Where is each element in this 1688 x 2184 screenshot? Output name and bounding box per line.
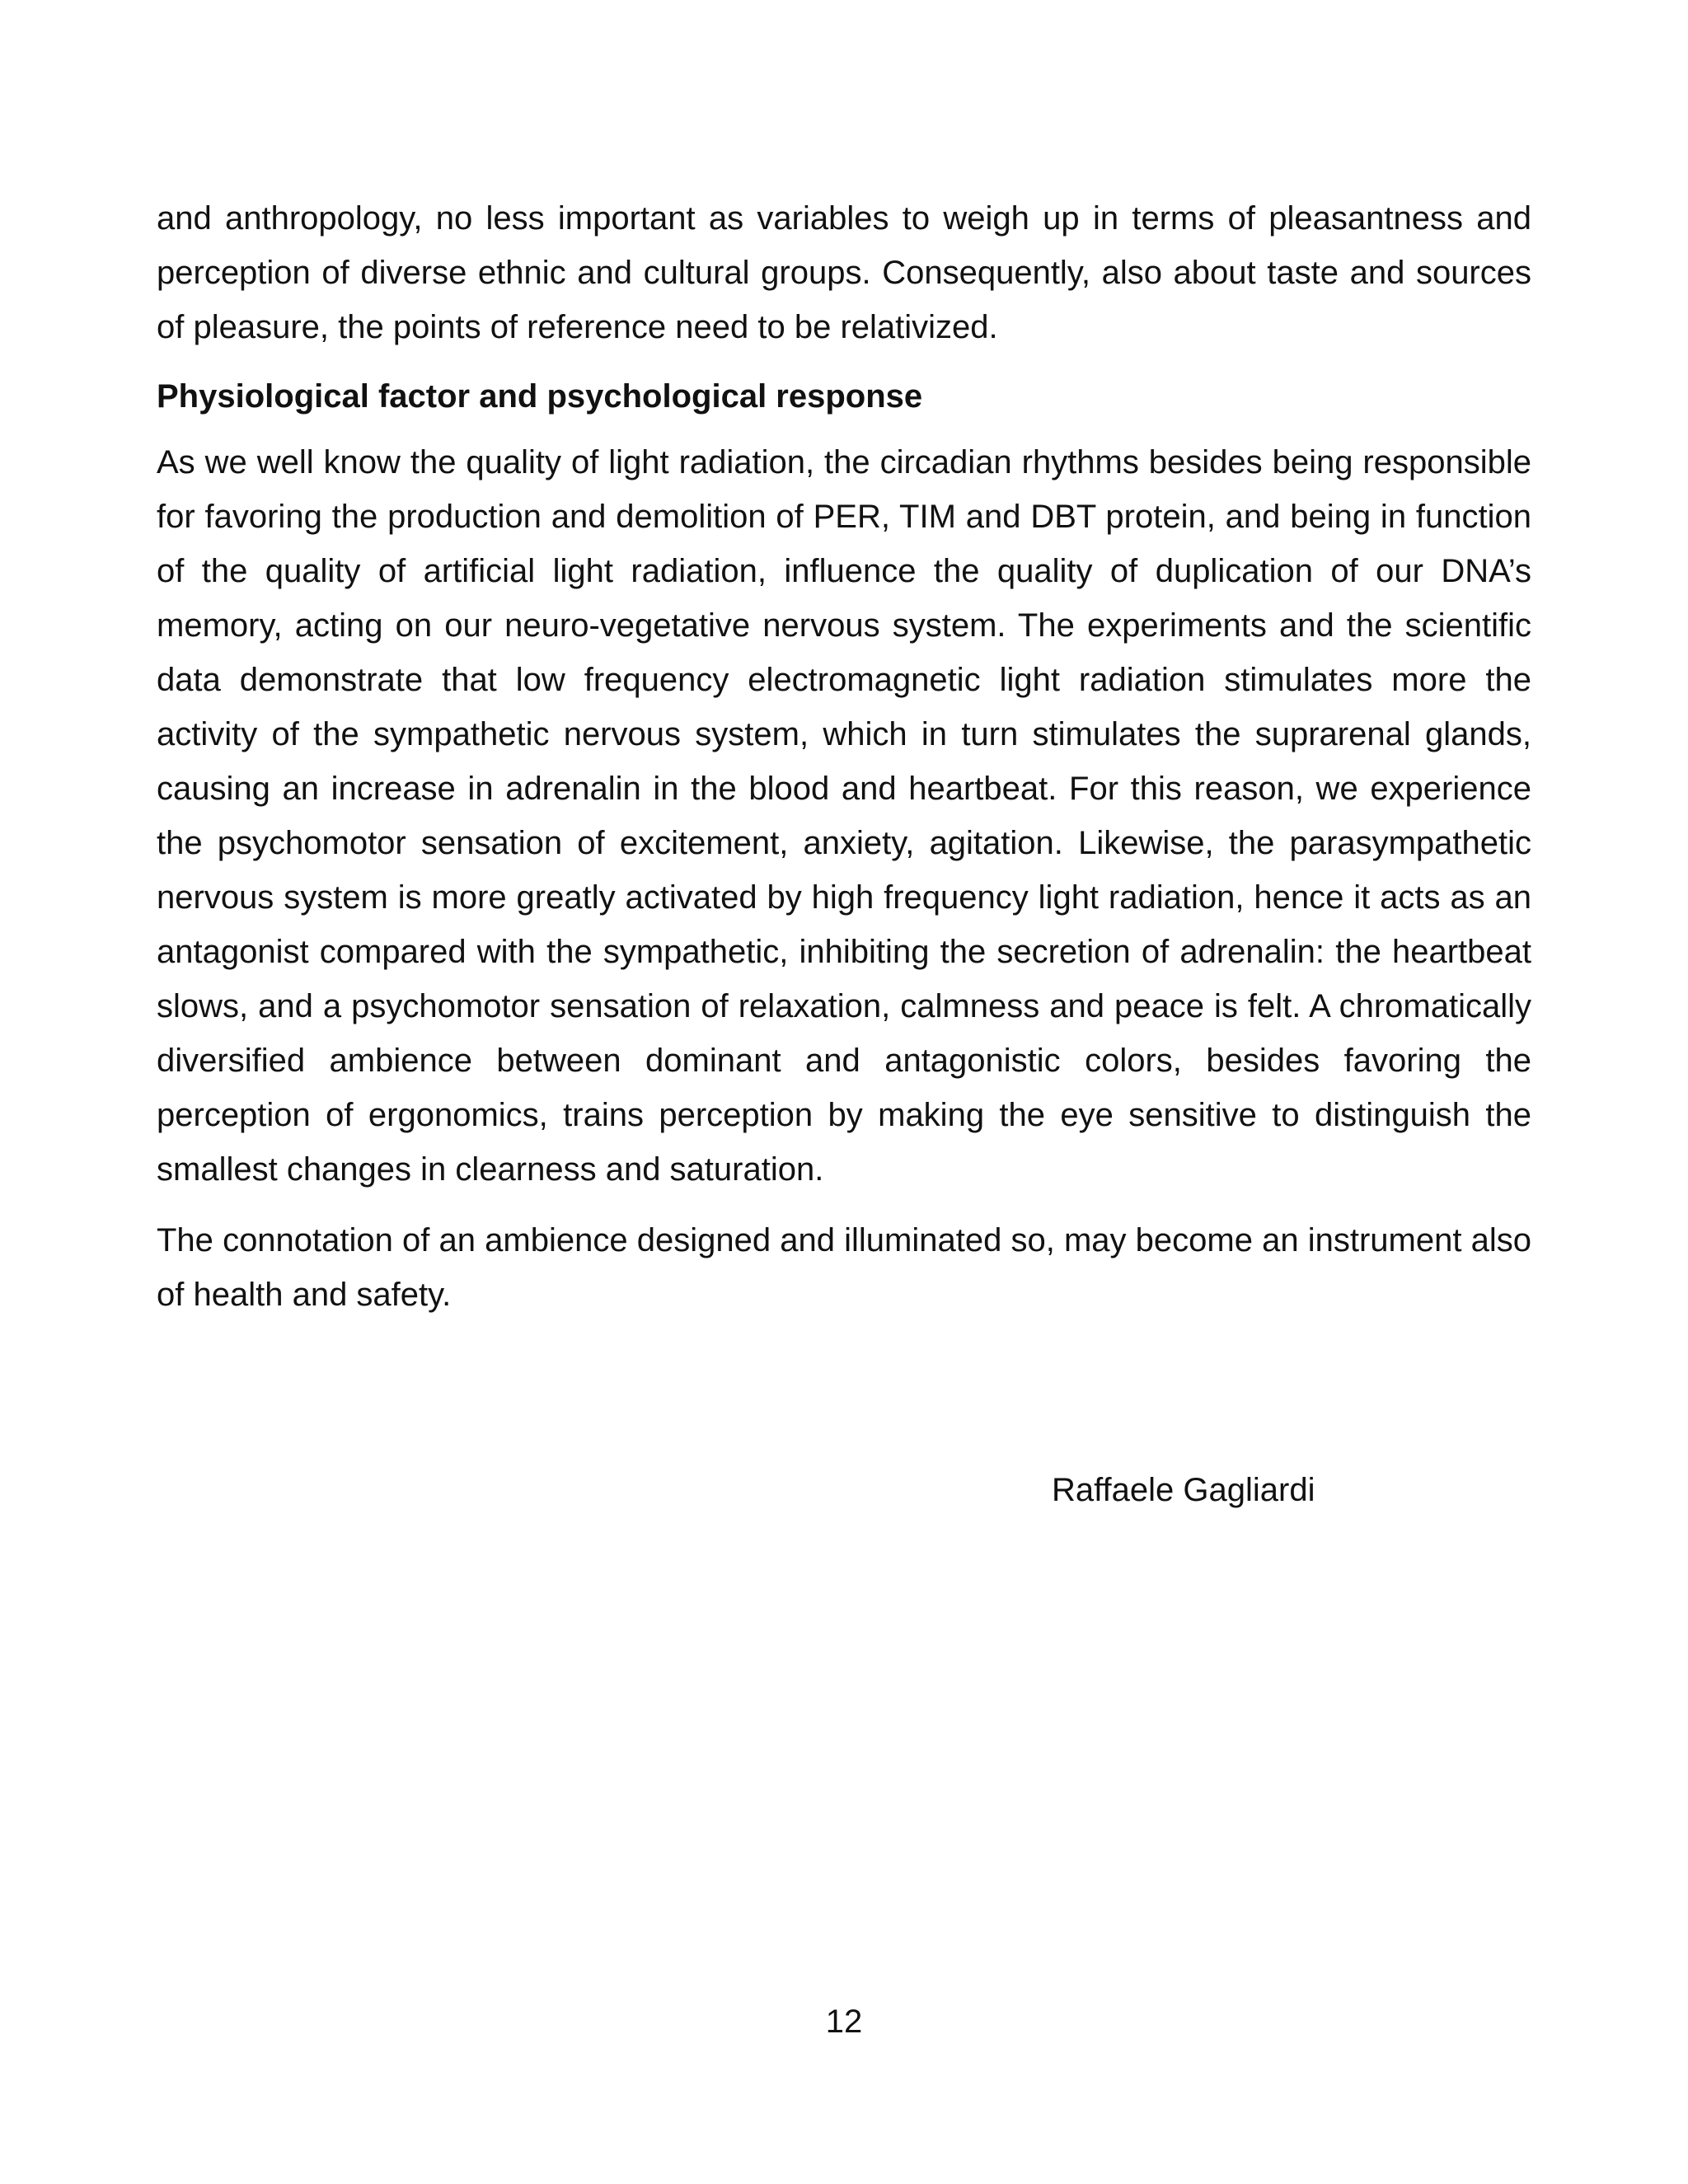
body-paragraph-2: The connotation of an ambience designed and illuminated so, may become an instrument also of health and safety. xyxy=(157,1222,1531,1313)
page-number: 12 xyxy=(825,2004,863,2040)
section-heading: Physiological factor and psychological response xyxy=(157,378,923,415)
intro-paragraph: and anthropology, no less important as variables to weigh up in terms of pleasantness and perception of diverse ethnic and cultural groups. Consequently, also about taste and sources of pleasure, the points of reference need to be relativized. xyxy=(157,200,1531,345)
author-signature: Raffaele Gagliardi xyxy=(1052,1472,1315,1508)
body-paragraph-1: As we well know the quality of light radiation, the circadian rhythms besides being responsible for favoring the production and demolition of PER, TIM and DBT protein, and being in function of the quality of artificial light radiation, influence the quality of duplication of our DNA’s memory, acting on our neuro-vegetative nervous system. The experiments and the scientific data demonstrate that low frequency electromagnetic light radiation stimulates more the activity of the sympathetic nervous system, which in turn stimulates the suprarenal glands, causing an increase in adrenalin in the blood and heartbeat. For this reason, we experience the psychomotor sensation of excitement, anxiety, agitation. Likewise, the parasympathetic nervous system is more greatly activated by high frequency light radiation, hence it acts as an antagonist compared with the sympathetic, inhibiting the secretion of adrenalin: the heartbeat slows, and a psychomotor sensation of relaxation, calmness and peace is felt. A chromatically diversified ambience between dominant and antagonistic colors, besides favoring the perception of ergonomics, trains perception by making the eye sensitive to distinguish the smallest changes in clearness and saturation. xyxy=(157,444,1531,1188)
page-content xyxy=(157,191,1531,1322)
